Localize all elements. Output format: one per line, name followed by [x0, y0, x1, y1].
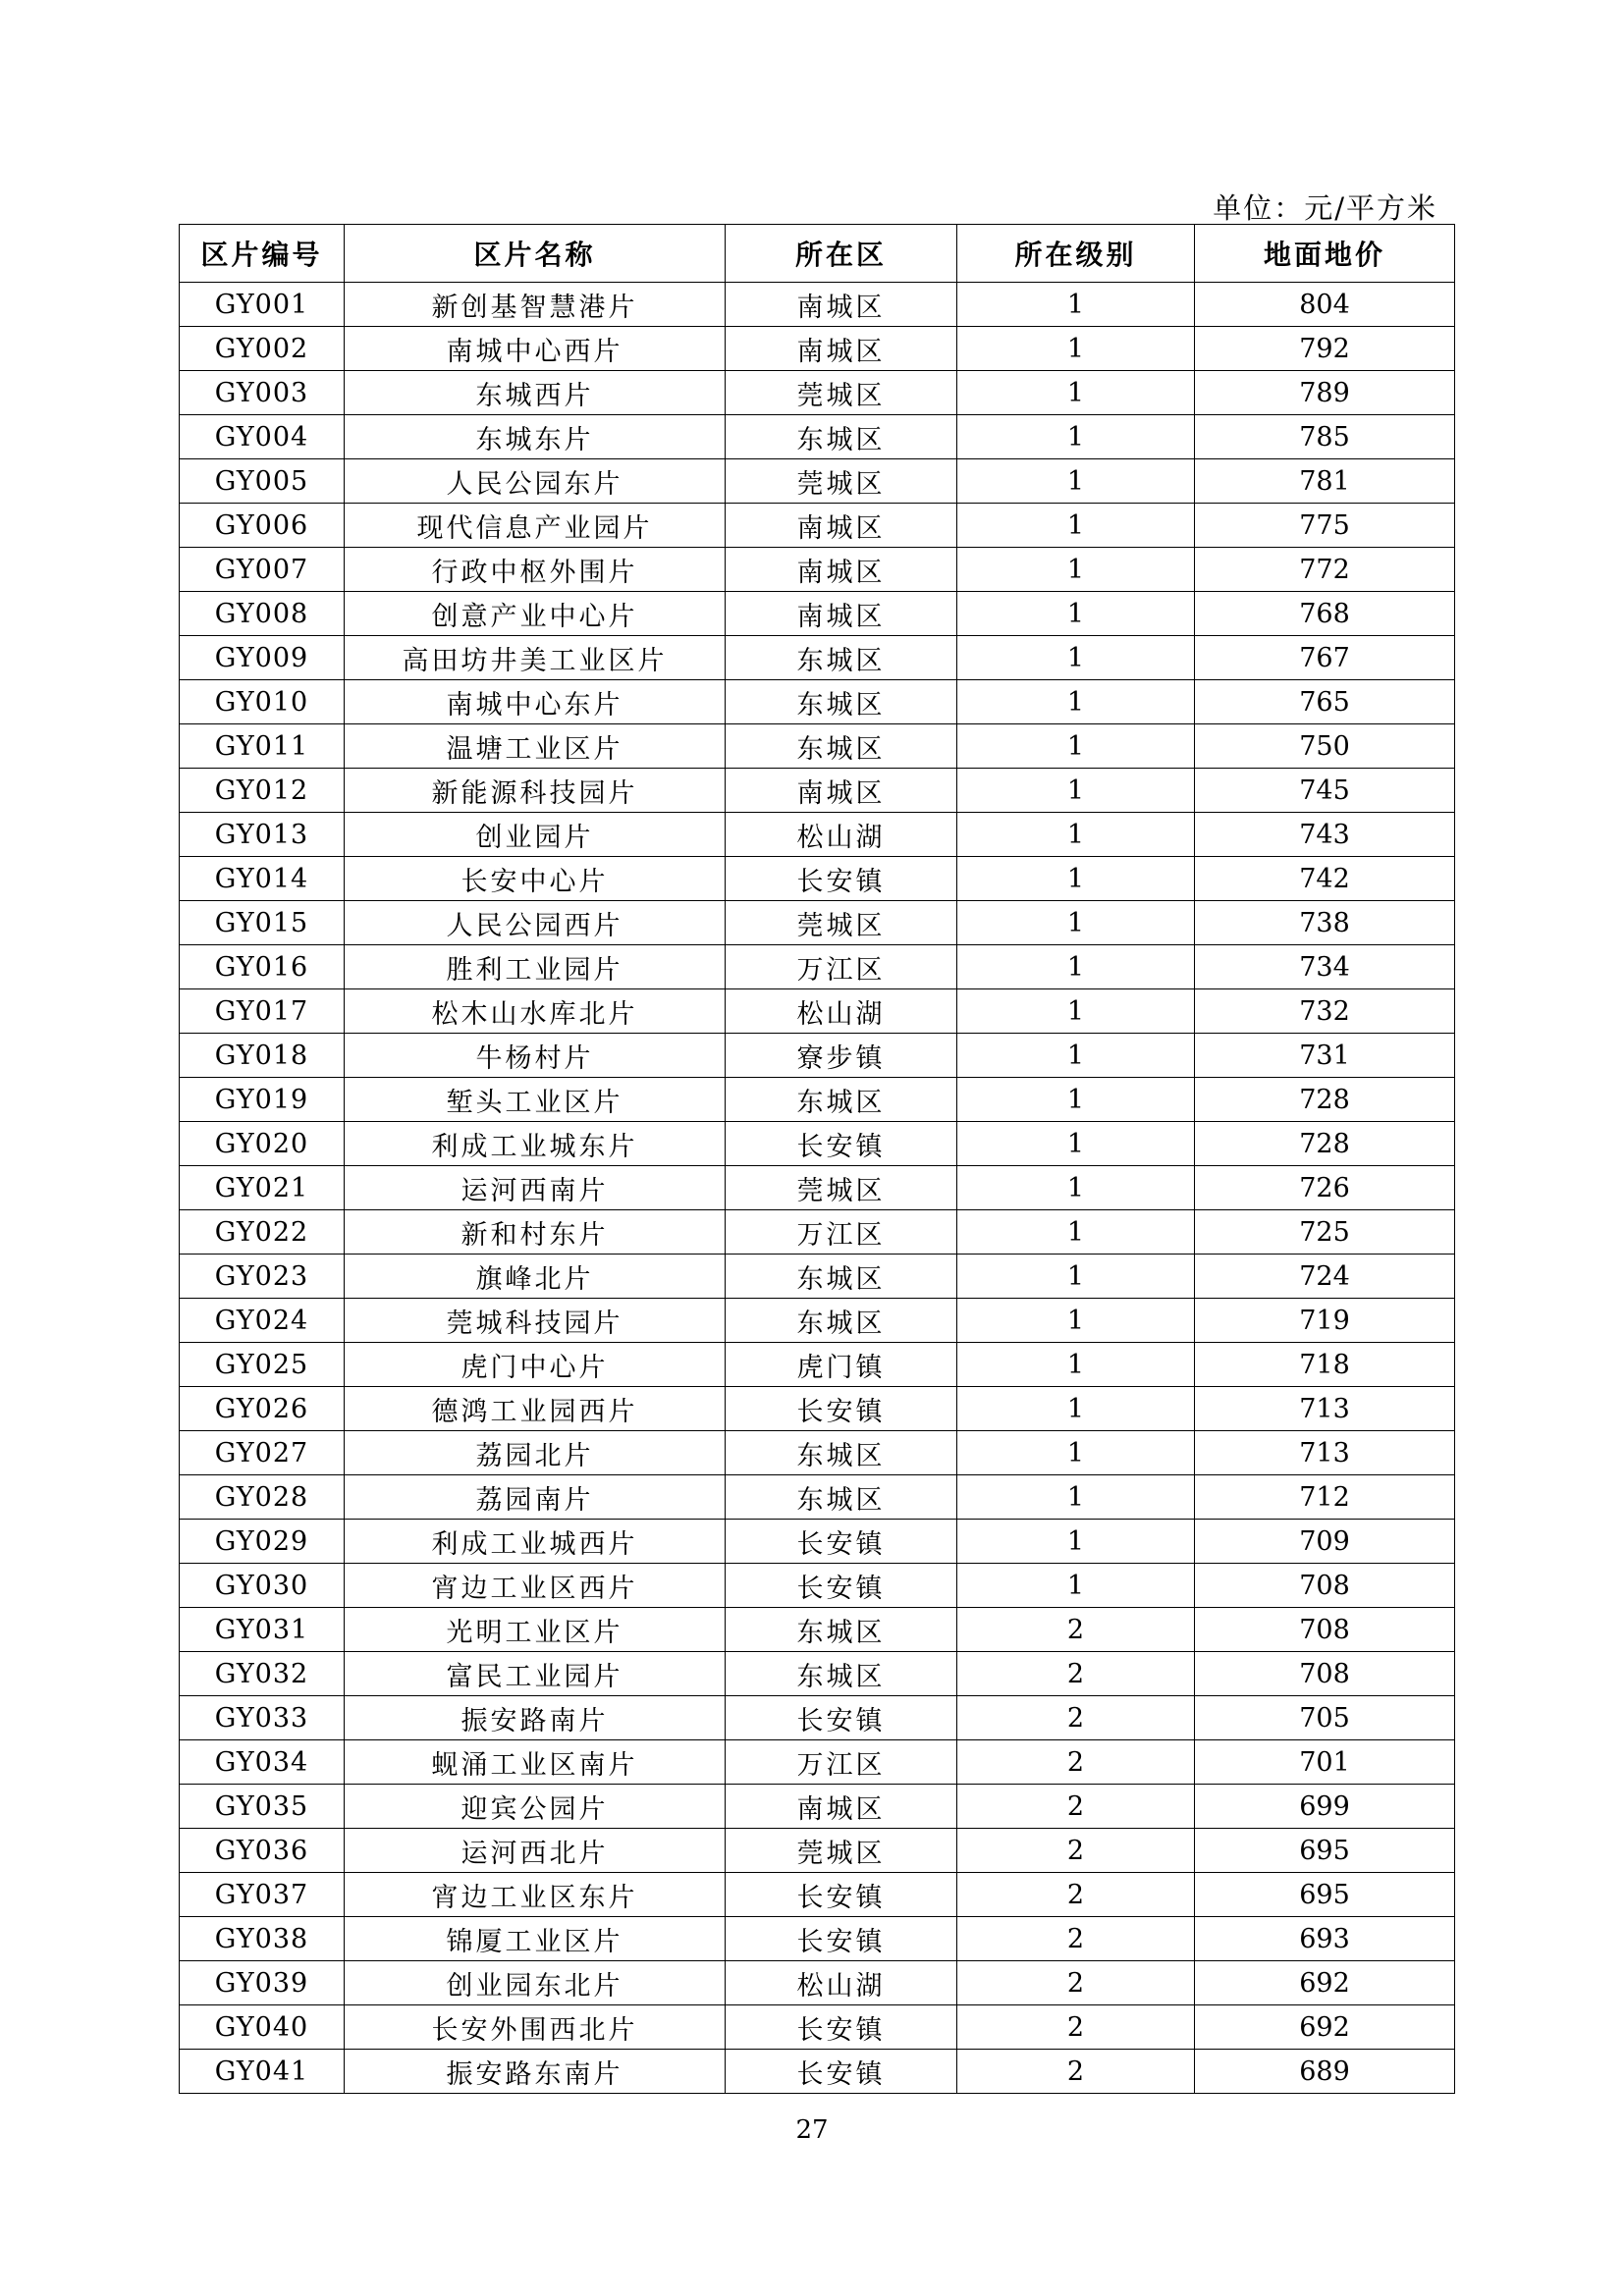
cell-district: 东城区 [726, 636, 957, 680]
cell-zone-name: 行政中枢外围片 [345, 548, 726, 592]
cell-level: 1 [957, 901, 1195, 945]
cell-zone-name: 人民公园西片 [345, 901, 726, 945]
header-district: 所在区 [726, 225, 957, 283]
header-land-price: 地面地价 [1195, 225, 1455, 283]
cell-zone-name: 人民公园东片 [345, 459, 726, 504]
table-row [180, 1387, 1455, 1431]
cell-district: 长安镇 [726, 1873, 957, 1917]
table-row [180, 1475, 1455, 1520]
cell-zone-code: GY038 [180, 1917, 345, 1961]
cell-zone-code: GY018 [180, 1034, 345, 1078]
cell-level: 2 [957, 1917, 1195, 1961]
cell-level: 1 [957, 813, 1195, 857]
cell-land-price: 728 [1195, 1122, 1455, 1166]
cell-zone-name: 莞城科技园片 [345, 1299, 726, 1343]
cell-land-price: 713 [1195, 1431, 1455, 1475]
cell-zone-code: GY001 [180, 283, 345, 327]
cell-zone-name: 胜利工业园片 [345, 945, 726, 989]
table-row [180, 857, 1455, 901]
cell-land-price: 709 [1195, 1520, 1455, 1564]
table-row [180, 283, 1455, 327]
cell-level: 1 [957, 1431, 1195, 1475]
cell-district: 长安镇 [726, 1520, 957, 1564]
header-zone-name: 区片名称 [345, 225, 726, 283]
table-row [180, 636, 1455, 680]
cell-zone-name: 迎宾公园片 [345, 1785, 726, 1829]
cell-level: 1 [957, 1564, 1195, 1608]
cell-zone-code: GY029 [180, 1520, 345, 1564]
cell-district: 万江区 [726, 945, 957, 989]
cell-land-price: 726 [1195, 1166, 1455, 1210]
cell-level: 1 [957, 680, 1195, 724]
cell-zone-code: GY032 [180, 1652, 345, 1696]
cell-zone-code: GY020 [180, 1122, 345, 1166]
cell-district: 长安镇 [726, 2050, 957, 2094]
cell-zone-name: 锦厦工业区片 [345, 1917, 726, 1961]
cell-zone-code: GY006 [180, 504, 345, 548]
cell-zone-code: GY035 [180, 1785, 345, 1829]
cell-district: 东城区 [726, 1652, 957, 1696]
cell-district: 东城区 [726, 1255, 957, 1299]
cell-land-price: 734 [1195, 945, 1455, 989]
table-row [180, 1785, 1455, 1829]
cell-zone-name: 荔园北片 [345, 1431, 726, 1475]
header-level: 所在级别 [957, 225, 1195, 283]
cell-level: 1 [957, 283, 1195, 327]
cell-zone-code: GY041 [180, 2050, 345, 2094]
cell-zone-name: 宵边工业区西片 [345, 1564, 726, 1608]
unit-label: 单位：元/平方米 [1213, 191, 1437, 225]
cell-level: 1 [957, 371, 1195, 415]
cell-zone-name: 堑头工业区片 [345, 1078, 726, 1122]
cell-land-price: 732 [1195, 989, 1455, 1034]
cell-level: 1 [957, 1210, 1195, 1255]
cell-district: 东城区 [726, 1299, 957, 1343]
table-row [180, 1608, 1455, 1652]
table-row [180, 1210, 1455, 1255]
cell-district: 万江区 [726, 1210, 957, 1255]
cell-zone-name: 高田坊井美工业区片 [345, 636, 726, 680]
cell-zone-name: 振安路东南片 [345, 2050, 726, 2094]
table-row [180, 945, 1455, 989]
table-row [180, 1829, 1455, 1873]
cell-level: 2 [957, 1696, 1195, 1740]
cell-zone-name: 东城西片 [345, 371, 726, 415]
cell-district: 莞城区 [726, 371, 957, 415]
table-header-row [180, 225, 1455, 283]
table-row [180, 724, 1455, 769]
cell-level: 1 [957, 1475, 1195, 1520]
cell-level: 1 [957, 636, 1195, 680]
cell-district: 东城区 [726, 1475, 957, 1520]
cell-level: 1 [957, 1122, 1195, 1166]
cell-zone-name: 荔园南片 [345, 1475, 726, 1520]
cell-zone-code: GY002 [180, 327, 345, 371]
cell-district: 莞城区 [726, 901, 957, 945]
cell-land-price: 719 [1195, 1299, 1455, 1343]
table-row [180, 989, 1455, 1034]
cell-level: 1 [957, 459, 1195, 504]
cell-zone-code: GY017 [180, 989, 345, 1034]
table-row [180, 327, 1455, 371]
cell-level: 1 [957, 1166, 1195, 1210]
cell-land-price: 772 [1195, 548, 1455, 592]
cell-zone-code: GY026 [180, 1387, 345, 1431]
cell-district: 东城区 [726, 1431, 957, 1475]
cell-land-price: 724 [1195, 1255, 1455, 1299]
cell-zone-name: 创意产业中心片 [345, 592, 726, 636]
cell-district: 长安镇 [726, 1917, 957, 1961]
cell-zone-name: 温塘工业区片 [345, 724, 726, 769]
cell-district: 莞城区 [726, 459, 957, 504]
cell-zone-name: 牛杨村片 [345, 1034, 726, 1078]
cell-zone-name: 新创基智慧港片 [345, 283, 726, 327]
cell-level: 1 [957, 1034, 1195, 1078]
cell-zone-code: GY015 [180, 901, 345, 945]
cell-district: 松山湖 [726, 813, 957, 857]
cell-level: 1 [957, 548, 1195, 592]
table-row [180, 415, 1455, 459]
cell-zone-name: 运河西南片 [345, 1166, 726, 1210]
cell-zone-code: GY027 [180, 1431, 345, 1475]
cell-level: 1 [957, 857, 1195, 901]
cell-land-price: 742 [1195, 857, 1455, 901]
table-row [180, 2005, 1455, 2050]
cell-land-price: 701 [1195, 1740, 1455, 1785]
cell-zone-name: 新能源科技园片 [345, 769, 726, 813]
cell-zone-name: 利成工业城西片 [345, 1520, 726, 1564]
table-row [180, 1166, 1455, 1210]
cell-land-price: 699 [1195, 1785, 1455, 1829]
cell-level: 1 [957, 945, 1195, 989]
cell-zone-code: GY012 [180, 769, 345, 813]
land-price-table [179, 224, 1455, 2094]
cell-zone-code: GY019 [180, 1078, 345, 1122]
page-number: 27 [795, 2115, 829, 2145]
cell-zone-name: 松木山水库北片 [345, 989, 726, 1034]
cell-district: 莞城区 [726, 1166, 957, 1210]
cell-land-price: 693 [1195, 1917, 1455, 1961]
cell-land-price: 712 [1195, 1475, 1455, 1520]
cell-zone-name: 创业园东北片 [345, 1961, 726, 2005]
cell-zone-name: 南城中心西片 [345, 327, 726, 371]
cell-zone-name: 宵边工业区东片 [345, 1873, 726, 1917]
table-row [180, 1122, 1455, 1166]
cell-zone-code: GY011 [180, 724, 345, 769]
cell-zone-code: GY016 [180, 945, 345, 989]
cell-district: 长安镇 [726, 1564, 957, 1608]
cell-district: 长安镇 [726, 1387, 957, 1431]
cell-level: 1 [957, 1255, 1195, 1299]
cell-district: 虎门镇 [726, 1343, 957, 1387]
cell-zone-code: GY036 [180, 1829, 345, 1873]
cell-level: 1 [957, 1343, 1195, 1387]
cell-level: 1 [957, 592, 1195, 636]
cell-level: 2 [957, 1740, 1195, 1785]
cell-land-price: 745 [1195, 769, 1455, 813]
cell-land-price: 785 [1195, 415, 1455, 459]
table-row [180, 1520, 1455, 1564]
cell-land-price: 692 [1195, 1961, 1455, 2005]
cell-level: 1 [957, 1520, 1195, 1564]
cell-zone-name: 运河西北片 [345, 1829, 726, 1873]
cell-land-price: 718 [1195, 1343, 1455, 1387]
table-row [180, 459, 1455, 504]
table-row [180, 901, 1455, 945]
cell-zone-name: 利成工业城东片 [345, 1122, 726, 1166]
cell-zone-code: GY023 [180, 1255, 345, 1299]
cell-land-price: 781 [1195, 459, 1455, 504]
table-body [180, 283, 1455, 2094]
cell-district: 南城区 [726, 592, 957, 636]
cell-land-price: 804 [1195, 283, 1455, 327]
cell-level: 2 [957, 1652, 1195, 1696]
cell-zone-code: GY021 [180, 1166, 345, 1210]
cell-district: 东城区 [726, 1078, 957, 1122]
table-row [180, 1343, 1455, 1387]
table-row [180, 504, 1455, 548]
cell-zone-code: GY013 [180, 813, 345, 857]
table-row [180, 1078, 1455, 1122]
cell-land-price: 731 [1195, 1034, 1455, 1078]
cell-district: 莞城区 [726, 1829, 957, 1873]
cell-land-price: 789 [1195, 371, 1455, 415]
cell-level: 1 [957, 769, 1195, 813]
cell-zone-name: 蚬涌工业区南片 [345, 1740, 726, 1785]
cell-zone-code: GY037 [180, 1873, 345, 1917]
cell-district: 南城区 [726, 504, 957, 548]
cell-district: 南城区 [726, 548, 957, 592]
cell-zone-name: 振安路南片 [345, 1696, 726, 1740]
cell-zone-name: 新和村东片 [345, 1210, 726, 1255]
table-row [180, 2050, 1455, 2094]
cell-land-price: 767 [1195, 636, 1455, 680]
cell-district: 长安镇 [726, 1696, 957, 1740]
cell-district: 长安镇 [726, 2005, 957, 2050]
cell-land-price: 725 [1195, 1210, 1455, 1255]
cell-zone-name: 南城中心东片 [345, 680, 726, 724]
cell-district: 东城区 [726, 724, 957, 769]
cell-zone-code: GY009 [180, 636, 345, 680]
cell-district: 东城区 [726, 415, 957, 459]
cell-level: 1 [957, 724, 1195, 769]
table-row [180, 592, 1455, 636]
table-row [180, 1431, 1455, 1475]
cell-zone-code: GY039 [180, 1961, 345, 2005]
cell-level: 2 [957, 1873, 1195, 1917]
cell-district: 南城区 [726, 769, 957, 813]
cell-level: 2 [957, 2050, 1195, 2094]
table-row [180, 1652, 1455, 1696]
cell-level: 1 [957, 1078, 1195, 1122]
cell-land-price: 765 [1195, 680, 1455, 724]
cell-zone-code: GY025 [180, 1343, 345, 1387]
cell-land-price: 743 [1195, 813, 1455, 857]
table-row [180, 1696, 1455, 1740]
cell-land-price: 713 [1195, 1387, 1455, 1431]
cell-district: 长安镇 [726, 1122, 957, 1166]
table-row [180, 371, 1455, 415]
cell-zone-code: GY031 [180, 1608, 345, 1652]
cell-land-price: 768 [1195, 592, 1455, 636]
cell-land-price: 750 [1195, 724, 1455, 769]
cell-district: 东城区 [726, 1608, 957, 1652]
cell-district: 南城区 [726, 1785, 957, 1829]
cell-zone-code: GY024 [180, 1299, 345, 1343]
cell-zone-code: GY008 [180, 592, 345, 636]
table-row [180, 1873, 1455, 1917]
table-row [180, 548, 1455, 592]
cell-zone-code: GY010 [180, 680, 345, 724]
cell-district: 南城区 [726, 283, 957, 327]
cell-land-price: 738 [1195, 901, 1455, 945]
cell-zone-name: 富民工业园片 [345, 1652, 726, 1696]
cell-zone-name: 创业园片 [345, 813, 726, 857]
cell-zone-code: GY030 [180, 1564, 345, 1608]
cell-level: 1 [957, 327, 1195, 371]
cell-zone-code: GY028 [180, 1475, 345, 1520]
cell-district: 南城区 [726, 327, 957, 371]
cell-district: 长安镇 [726, 857, 957, 901]
cell-zone-code: GY005 [180, 459, 345, 504]
cell-zone-code: GY034 [180, 1740, 345, 1785]
cell-land-price: 708 [1195, 1652, 1455, 1696]
cell-land-price: 775 [1195, 504, 1455, 548]
cell-zone-code: GY003 [180, 371, 345, 415]
cell-zone-code: GY033 [180, 1696, 345, 1740]
cell-level: 1 [957, 504, 1195, 548]
table-row [180, 1255, 1455, 1299]
cell-district: 万江区 [726, 1740, 957, 1785]
cell-land-price: 695 [1195, 1873, 1455, 1917]
cell-level: 1 [957, 1299, 1195, 1343]
cell-zone-name: 现代信息产业园片 [345, 504, 726, 548]
cell-zone-name: 长安中心片 [345, 857, 726, 901]
cell-district: 松山湖 [726, 989, 957, 1034]
cell-land-price: 695 [1195, 1829, 1455, 1873]
cell-zone-name: 东城东片 [345, 415, 726, 459]
cell-zone-code: GY004 [180, 415, 345, 459]
cell-level: 1 [957, 989, 1195, 1034]
cell-zone-name: 虎门中心片 [345, 1343, 726, 1387]
cell-level: 1 [957, 1387, 1195, 1431]
table-row [180, 1961, 1455, 2005]
cell-land-price: 728 [1195, 1078, 1455, 1122]
cell-district: 寮步镇 [726, 1034, 957, 1078]
cell-zone-code: GY040 [180, 2005, 345, 2050]
table-row [180, 1564, 1455, 1608]
cell-zone-code: GY007 [180, 548, 345, 592]
cell-level: 2 [957, 1608, 1195, 1652]
cell-land-price: 792 [1195, 327, 1455, 371]
cell-zone-name: 旗峰北片 [345, 1255, 726, 1299]
cell-district: 松山湖 [726, 1961, 957, 2005]
table-row [180, 769, 1455, 813]
cell-level: 2 [957, 1961, 1195, 2005]
cell-level: 2 [957, 1829, 1195, 1873]
cell-district: 东城区 [726, 680, 957, 724]
cell-zone-name: 长安外围西北片 [345, 2005, 726, 2050]
table-row [180, 680, 1455, 724]
cell-land-price: 689 [1195, 2050, 1455, 2094]
cell-land-price: 708 [1195, 1564, 1455, 1608]
table-row [180, 1917, 1455, 1961]
cell-zone-code: GY014 [180, 857, 345, 901]
table-row [180, 1740, 1455, 1785]
header-zone-code: 区片编号 [180, 225, 345, 283]
cell-zone-name: 光明工业区片 [345, 1608, 726, 1652]
cell-land-price: 692 [1195, 2005, 1455, 2050]
cell-land-price: 708 [1195, 1608, 1455, 1652]
cell-level: 2 [957, 2005, 1195, 2050]
cell-zone-name: 德鸿工业园西片 [345, 1387, 726, 1431]
table-row [180, 1034, 1455, 1078]
table-row [180, 813, 1455, 857]
cell-level: 1 [957, 415, 1195, 459]
table-row [180, 1299, 1455, 1343]
cell-level: 2 [957, 1785, 1195, 1829]
cell-land-price: 705 [1195, 1696, 1455, 1740]
cell-zone-code: GY022 [180, 1210, 345, 1255]
